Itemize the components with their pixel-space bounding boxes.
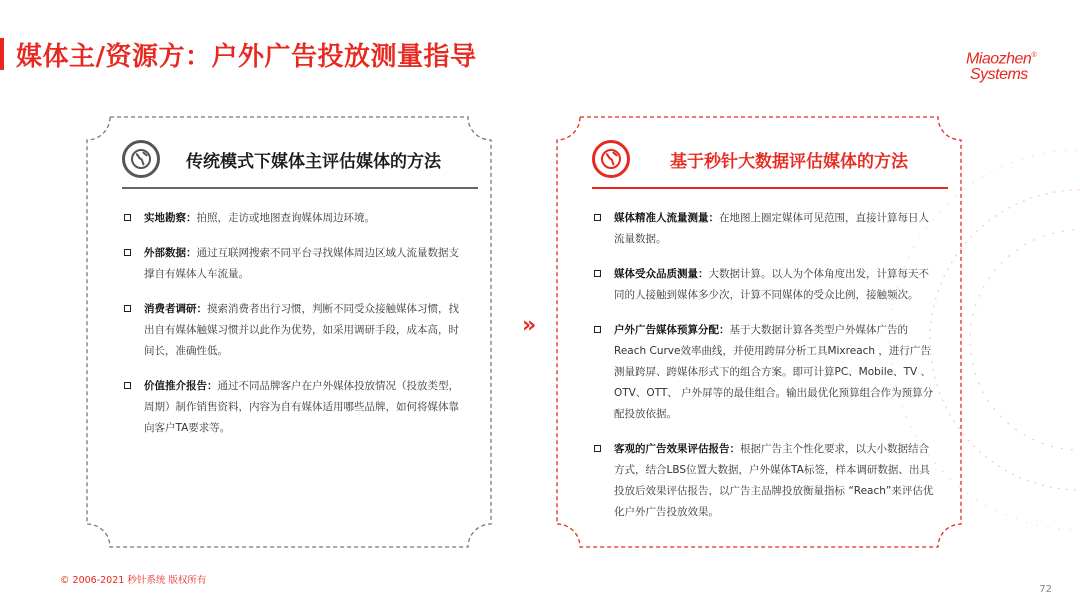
checkbox-bullet-icon (124, 214, 131, 221)
method-list (594, 208, 934, 537)
checkbox-bullet-icon (594, 214, 601, 221)
list-item (124, 208, 464, 229)
item-label: 价值推介报告： (144, 380, 218, 392)
list-item (594, 320, 934, 425)
item-text: 拍照，走访或地图查询媒体周边环境。 (196, 212, 375, 224)
logo-mark: ® (1031, 52, 1036, 59)
title-accent-bar (0, 38, 4, 70)
checkbox-bullet-icon (594, 445, 601, 452)
page-title: 媒体主/资源方：户外广告投放测量指导 (16, 42, 477, 72)
panel-title: 基于秒针大数据评估媒体的方法 (670, 152, 908, 172)
checkbox-bullet-icon (124, 249, 131, 256)
item-text: 根据广告主个性化要求，以大小数据结合方式，结合LBS位置大数据，户外媒体TA标签，样本调研数据、出具投放后效果评估报告，以广告主品牌投放衡量指标 “Reach”来评估优化户外广告投放效果。 (614, 443, 934, 518)
logo-line1: Miaozhen (965, 50, 1032, 68)
miaozhen-logo (966, 48, 1036, 83)
list-item (124, 299, 464, 362)
logo-line2: Systems (969, 66, 1028, 84)
list-item (124, 243, 464, 285)
traditional-method-panel (86, 116, 492, 548)
item-label: 媒体精准人流量测量： (614, 212, 719, 224)
method-list (124, 208, 464, 453)
panel-header (592, 140, 948, 188)
copyright-footer: © 2006-2021 秒针系统 版权所有 (60, 575, 207, 586)
page-number: 72 (1039, 584, 1052, 595)
globe-icon (592, 140, 630, 178)
checkbox-bullet-icon (594, 326, 601, 333)
panel-title: 传统模式下媒体主评估媒体的方法 (186, 152, 441, 172)
checkbox-bullet-icon (594, 270, 601, 277)
miaozhen-method-panel (556, 116, 962, 548)
item-label: 客观的广告效果评估报告： (614, 443, 740, 455)
list-item (594, 264, 934, 306)
item-label: 实地勘察： (144, 212, 197, 224)
header-divider (122, 187, 478, 189)
list-item (124, 376, 464, 439)
header-divider (592, 187, 948, 189)
checkbox-bullet-icon (124, 305, 131, 312)
item-label: 户外广告媒体预算分配： (614, 324, 730, 336)
item-text: 通过互联网搜索不同平台寻找媒体周边区域人流量数据支撑自有媒体人车流量。 (144, 247, 459, 280)
list-item (594, 439, 934, 523)
double-chevron-right-icon: » (522, 313, 531, 338)
item-text: 通过不同品牌客户在户外媒体投放情况（投放类型，周期）制作销售资料，内容为自有媒体适用哪些品牌，如何将媒体靠向客户TA要求等。 (144, 380, 459, 434)
panel-header (122, 140, 478, 188)
item-label: 消费者调研： (144, 303, 207, 315)
item-label: 外部数据： (144, 247, 197, 259)
item-text: 大数据计算。以人为个体角度出发，计算每天不同的人接触到媒体多少次，计算不同媒体的受众比例，接触频次。 (614, 268, 929, 301)
item-label: 媒体受众品质测量： (614, 268, 709, 280)
item-text: 基于大数据计算各类型户外媒体广告的Reach Curve效率曲线，并使用跨屏分析工具Mixreach ，进行广告测量跨屏、跨媒体形式下的组合方案。即可计算PC、Mobile、TV 、OTV、OTT、 户外屏等的最佳组合。输出最优化预算组合作为预算分配投放依据。 (614, 324, 934, 420)
globe-icon (122, 140, 160, 178)
item-text: 摸索消费者出行习惯，判断不同受众接触媒体习惯，找出自有媒体触媒习惯并以此作为优势，如采用调研手段，成本高，时间长，准确性低。 (144, 303, 459, 357)
list-item (594, 208, 934, 250)
item-text: 在地图上圈定媒体可见范围，直接计算每日人流量数据。 (614, 212, 929, 245)
checkbox-bullet-icon (124, 382, 131, 389)
